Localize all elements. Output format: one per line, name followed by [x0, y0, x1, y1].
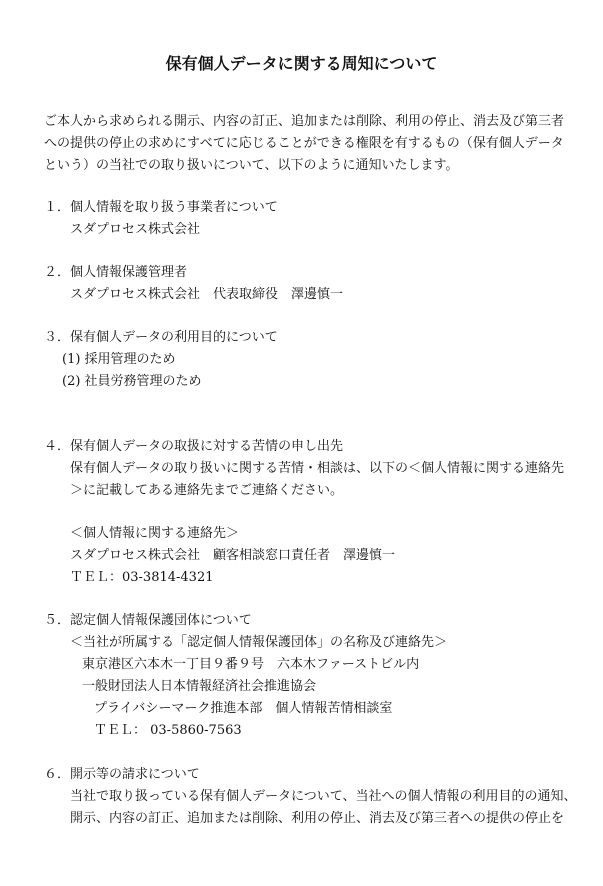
section-5-org: 一般財団法人日本情報経済社会推進協会: [82, 679, 317, 694]
section-3-heading: ３．保有個人データの利用目的について: [44, 330, 278, 345]
section-5-heading: ５．認定個人情報保護団体について: [44, 613, 252, 628]
section-3-item-2: (2) 社員労務管理のため: [62, 374, 202, 389]
section-1-heading: １．個人情報を取り扱う事業者について: [44, 200, 278, 215]
section-6-heading: ６．開示等の請求について: [44, 767, 200, 782]
intro-line-3: という）の当社での取り扱いについて、以下のように通知いたします。: [44, 158, 459, 173]
section-1-body: スダプロセス株式会社: [70, 222, 201, 237]
section-2-body: スダプロセス株式会社 代表取締役 澤邊慎一: [70, 287, 344, 302]
section-4-body-line-2: ＞に記載してある連絡先までご連絡ください。: [70, 483, 344, 498]
section-6-body-line-1: 当社で取り扱っている保有個人データについて、当社への個人情報の利用目的の通知、: [70, 789, 577, 804]
section-6-body-line-2: 開示、内容の訂正、追加または削除、利用の停止、消去及び第三者への提供の停止を: [70, 811, 565, 826]
section-4-body-line-1: 保有個人データの取り扱いに関する苦情・相談は、以下の＜個人情報に関する連絡先: [70, 461, 565, 476]
section-4-contact-title: ＜個人情報に関する連絡先＞: [70, 526, 240, 541]
section-4-heading: ４．保有個人データの取扱に対する苦情の申し出先: [44, 439, 344, 454]
section-5-dept: プライバシーマーク推進本部 個人情報苦情相談室: [94, 701, 393, 716]
document-title: 保有個人データに関する周知について: [165, 54, 438, 73]
section-5-subheading: ＜当社が所属する「認定個人情報保護団体」の名称及び連絡先＞: [70, 635, 448, 650]
section-4-contact-tel: ＴＥＬ：03-3814-4321: [70, 570, 214, 585]
section-5-tel: ＴＥＬ： 03-5860-7563: [94, 723, 242, 738]
section-5-address: 東京港区六本木一丁目９番９号 六本木ファーストビル内: [82, 657, 420, 672]
section-4-contact-person: スダプロセス株式会社 顧客相談窓口責任者 澤邊慎一: [70, 548, 396, 563]
section-3-item-1: (1) 採用管理のため: [62, 352, 176, 367]
section-2-heading: ２．個人情報保護管理者: [44, 265, 188, 280]
intro-line-1: ご本人から求められる開示、内容の訂正、追加または削除、利用の停止、消去及び第三者: [44, 114, 565, 129]
intro-line-2: への提供の停止の求めにすべてに応じることができる権限を有するもの（保有個人データ: [44, 136, 564, 151]
